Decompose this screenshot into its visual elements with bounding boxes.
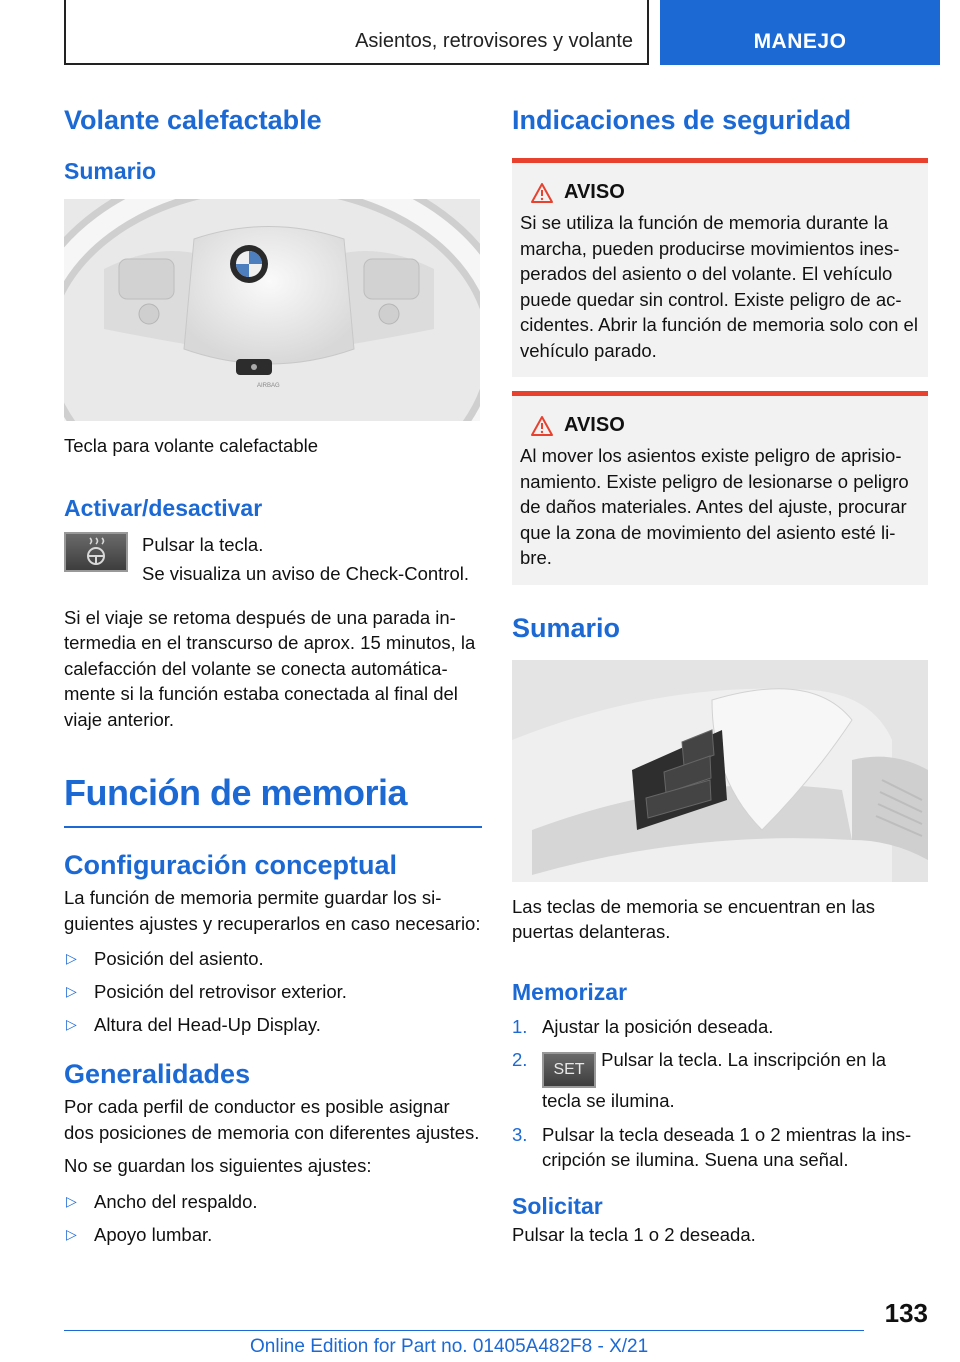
bullet-triangle-icon: ▷ [66,1192,77,1209]
list-item: 3. Pulsar la tecla deseada 1 o 2 mientras la inscripción se ilumina. Suena una señal. [512,1123,912,1170]
memorize-title: Memorizar [512,978,628,1005]
set-key-image: SET [542,1052,596,1088]
door-caption: Las teclas de memoria se encuentran en las puertas delanteras. [512,895,876,942]
warning-text: Si se utiliza la función de memoria durante la marcha, pueden producirse movimientos inesperados del asiento o del volante. El vehículo puede quedar sin control. Existe peligro de accidentes. Abrir la función de memoria solo con el vehículo parado. [520,212,918,361]
warning-box-2 [512,391,928,585]
memory-function-title: Función de memoria [64,772,408,813]
steering-wheel-caption: Tecla para volante calefactable [64,435,319,456]
list-item: ▷ Apoyo lumbar. [66,1223,213,1245]
summary-title-right: Sumario [512,612,621,643]
header-chapter-tab[interactable] [660,0,940,65]
list-item: ▷ Ancho del respaldo. [66,1190,258,1212]
header-section-title: Asientos, retrovisores y volante [355,30,633,52]
list-item: ▷ Posición del retrovisor exterior. [66,981,347,1002]
memorize-steps [512,1014,928,1173]
header-box [64,0,649,65]
activate-line1: Pulsar la tecla. [142,533,264,555]
steering-wheel-image [64,199,480,421]
warning-label: AVISO [564,181,625,203]
general-paragraph: Por cada perfil de conductor es posible asignar dos posiciones de memoria con diferentes ajustes. [64,1096,480,1143]
request-paragraph: Pulsar la tecla 1 o 2 deseada. [512,1223,756,1245]
warning-text: Al mover los asientos existe peligro de aprisionamiento. Existe peligro de lesionarse o peligro de daños materiales. Antes del ajuste, procurar que la zona de movimiento del asiento esté libre. [520,445,909,568]
warning-box-1 [512,158,928,377]
request-title: Solicitar [512,1192,603,1219]
page-number: 133 [884,1298,928,1328]
list-item: ▷ Altura del Head-Up Display. [66,1014,321,1035]
warning-triangle-icon [530,182,554,204]
door-memory-buttons-image [512,660,928,882]
bullet-triangle-icon: ▷ [66,983,77,999]
list-item: ▷ Posición del asiento. [66,948,264,969]
bullet-triangle-icon: ▷ [66,1225,77,1242]
bullet-triangle-icon: ▷ [66,1016,77,1032]
activate-line2: Se visualiza un aviso de Check-Control. [142,563,469,584]
bullet-triangle-icon: ▷ [66,950,77,966]
resume-paragraph: Si el viaje se retoma después de una parada intermedia en el transcurso de aprox. 15 minutos, la calefacción del volante se conecta automáticamente si la función estaba conectada al final del viaje anterior. [64,606,476,730]
heated-steering-wheel-icon [64,532,128,572]
general-title: Generalidades [64,1059,251,1089]
concept-title: Configuración conceptual [64,850,398,880]
heated-wheel-title: Volante calefactable [64,105,322,135]
right-column [512,100,928,1247]
safety-title: Indicaciones de seguridad [512,105,852,135]
header-chapter-label: MANEJO [753,30,847,53]
activate-title: Activar/desactivar [64,494,263,521]
svg-text:AIRBAG: AIRBAG [257,383,280,389]
footer-rule [64,1330,864,1331]
warning-label: AVISO [564,414,625,436]
not-saved-list [64,1189,482,1247]
list-item: 2. SET Pulsar la tecla. La inscripción en la tecla se ilumina. [512,1049,886,1111]
not-saved-paragraph: No se guardan los siguientes ajustes: [64,1155,372,1176]
footer-edition-text: Online Edition for Part no. 01405A482F8 - X/21 [250,1336,649,1357]
concept-list [64,946,482,1037]
summary-title-left: Sumario [64,158,157,184]
left-column [64,100,482,1255]
warning-triangle-icon [530,415,554,437]
activate-block [64,532,482,587]
concept-paragraph: La función de memoria permite guardar los siguientes ajustes y recuperarlos en caso necesario: [64,887,481,934]
list-item: 1. Ajustar la posición deseada. [512,1015,774,1037]
memory-title-rule [64,826,482,828]
